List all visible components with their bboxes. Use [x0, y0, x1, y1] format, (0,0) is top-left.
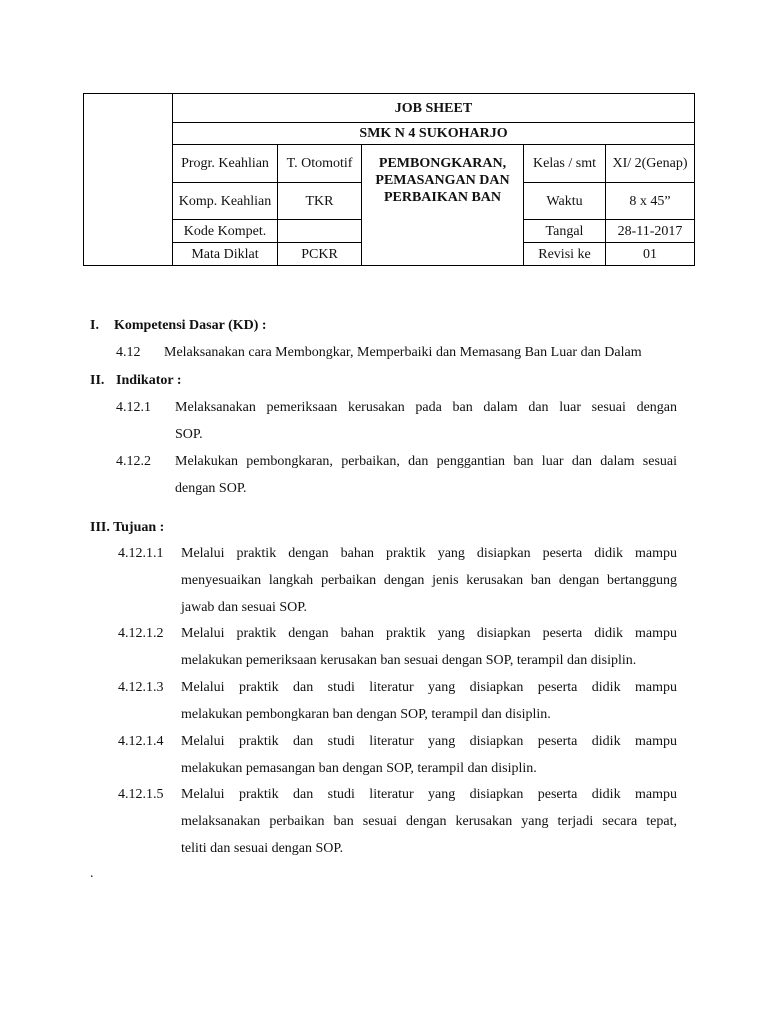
logo-cell [84, 94, 173, 266]
indikator-text-line: dengan SOP. [175, 481, 247, 496]
revisi-value: 01 [606, 243, 695, 266]
tujuan-item [0, 674, 768, 728]
tujuan-text-line: teliti dan sesuai dengan SOP. [181, 841, 344, 856]
tujuan-number: 4.12.1.5 [118, 787, 164, 802]
indikator-number: 4.12.2 [116, 454, 151, 469]
indikator-heading-number: II. [90, 373, 105, 388]
tujuan-text-line: melaksanakan perbaikan ban sesuai dengan kerusakan yang terjadi secara tepat, [181, 814, 677, 829]
tanggal-label: Tangal [524, 220, 606, 243]
tujuan-number: 4.12.1.1 [118, 546, 164, 561]
mapel-label: Mata Diklat [173, 243, 278, 266]
komp-value: TKR [278, 183, 362, 220]
indikator-text-line: Melaksanakan pemeriksaan kerusakan pada ban dalam dan luar sesuai dengan [175, 400, 677, 415]
indikator-number: 4.12.1 [116, 400, 151, 415]
topic-title: PEMBONGKARAN, PEMASANGAN DAN PERBAIKAN BAN [362, 145, 524, 266]
kelas-label: Kelas / smt [524, 145, 606, 183]
mapel-value: PCKR [278, 243, 362, 266]
tujuan-item [0, 540, 768, 621]
tujuan-text-line: melakukan pemasangan ban dengan SOP, terampil dan disiplin. [181, 761, 537, 776]
kd-heading: Kompetensi Dasar (KD) : [114, 318, 267, 333]
kd-heading-number: I. [90, 318, 99, 333]
indikator-text-line: SOP. [175, 427, 203, 442]
progr-label: Progr. Keahlian [173, 145, 278, 183]
tujuan-text-line: Melalui praktik dengan bahan praktik yang disiapkan peserta didik mampu [181, 626, 677, 641]
tujuan-number: 4.12.1.4 [118, 734, 164, 749]
tujuan-item [0, 728, 768, 782]
tujuan-text-line: Melalui praktik dan studi literatur yang disiapkan peserta didik mampu [181, 734, 677, 749]
sheet-title: JOB SHEET [173, 94, 695, 123]
tujuan-text-line: menyesuaikan langkah perbaikan dengan jenis kerusakan ban dengan bertanggung [181, 573, 677, 588]
indikator-item [0, 448, 768, 502]
tujuan-number: 4.12.1.3 [118, 680, 164, 695]
tanggal-value: 28-11-2017 [606, 220, 695, 243]
tujuan-text-line: Melalui praktik dan studi literatur yang disiapkan peserta didik mampu [181, 680, 677, 695]
tujuan-text-line: melakukan pemeriksaan kerusakan ban sesuai dengan SOP, terampil dan disiplin. [181, 653, 637, 668]
job-sheet-header-table [83, 93, 695, 266]
tujuan-text-line: Melalui praktik dengan bahan praktik yang disiapkan peserta didik mampu [181, 546, 677, 561]
tujuan-item [0, 620, 768, 674]
kelas-value: XI/ 2(Genap) [606, 145, 695, 183]
kd-item-text: Melaksanakan cara Membongkar, Memperbaiki dan Memasang Ban Luar dan Dalam [164, 345, 642, 360]
tujuan-text-line: Melalui praktik dan studi literatur yang disiapkan peserta didik mampu [181, 787, 677, 802]
tujuan-text-line: melakukan pembongkaran ban dengan SOP, terampil dan disiplin. [181, 707, 551, 722]
progr-value: T. Otomotif [278, 145, 362, 183]
tujuan-item [0, 781, 768, 862]
tujuan-heading: III. Tujuan : [90, 520, 165, 535]
kode-value [278, 220, 362, 243]
waktu-label: Waktu [524, 183, 606, 220]
kode-label: Kode Kompet. [173, 220, 278, 243]
waktu-value: 8 x 45” [606, 183, 695, 220]
komp-label: Komp. Keahlian [173, 183, 278, 220]
revisi-label: Revisi ke [524, 243, 606, 266]
tujuan-number: 4.12.1.2 [118, 626, 164, 641]
kd-item-number: 4.12 [116, 345, 141, 360]
school-name: SMK N 4 SUKOHARJO [173, 123, 695, 145]
indikator-text-line: Melakukan pembongkaran, perbaikan, dan penggantian ban luar dan dalam sesuai [175, 454, 677, 469]
indikator-heading: Indikator : [116, 373, 182, 388]
trailing-dot: . [90, 866, 94, 881]
indikator-item [0, 394, 768, 448]
tujuan-text-line: jawab dan sesuai SOP. [181, 600, 307, 615]
